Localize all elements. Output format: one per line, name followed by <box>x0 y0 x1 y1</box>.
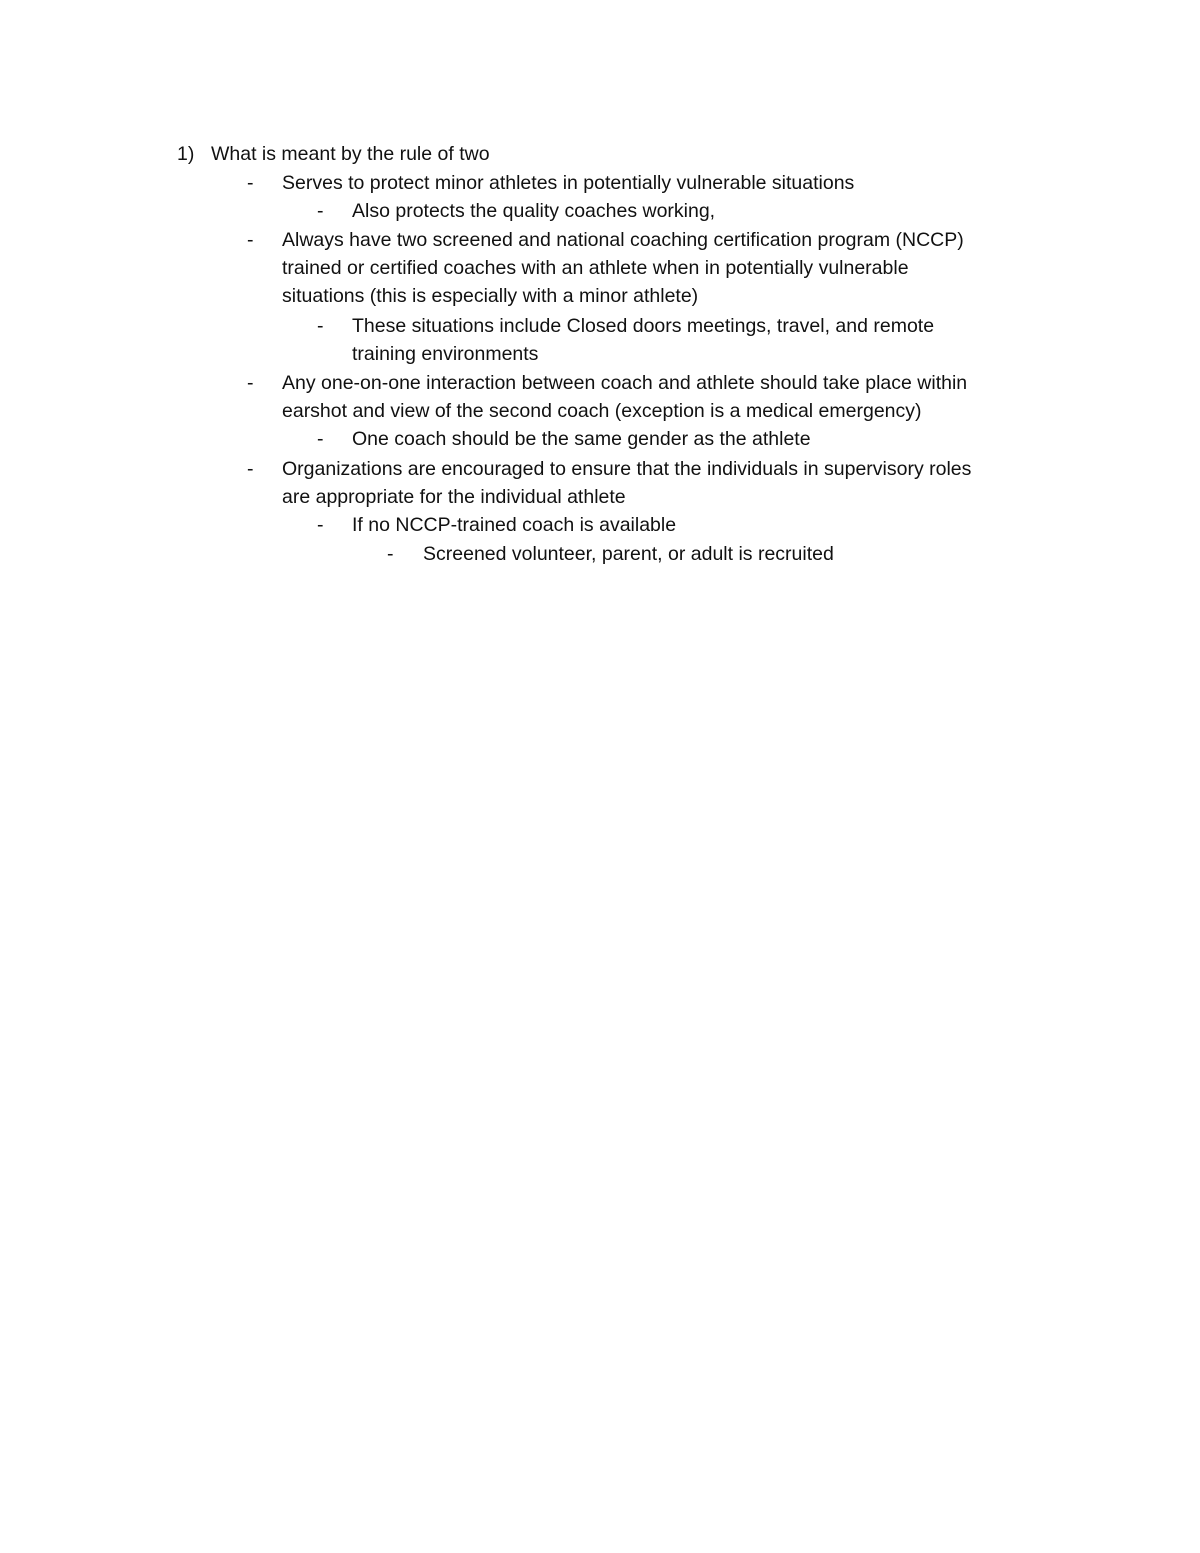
bullet-1-1-text: Also protects the quality coaches working, <box>352 200 716 222</box>
question-number: 1) <box>177 143 195 165</box>
bullet-4-text-line-2: are appropriate for the individual athlete <box>282 486 626 508</box>
bullet-marker: - <box>317 428 324 450</box>
bullet-3-text-line-2: earshot and view of the second coach (exception is a medical emergency) <box>282 400 922 422</box>
bullet-2-1-text-line-2: training environments <box>352 343 539 365</box>
bullet-3-text-line-1: Any one-on-one interaction between coach and athlete should take place within <box>282 372 968 394</box>
bullet-marker: - <box>247 372 254 394</box>
bullet-1-text: Serves to protect minor athletes in potentially vulnerable situations <box>282 172 855 194</box>
bullet-2-text-line-2: trained or certified coaches with an athlete when in potentially vulnerable <box>282 257 909 279</box>
bullet-marker: - <box>247 458 254 480</box>
bullet-marker: - <box>247 229 254 251</box>
bullet-2-text-line-3: situations (this is especially with a minor athlete) <box>282 285 699 307</box>
bullet-marker: - <box>247 172 254 194</box>
bullet-3-1-text: One coach should be the same gender as the athlete <box>352 428 811 450</box>
bullet-marker: - <box>317 200 324 222</box>
bullet-2-1-text-line-1: These situations include Closed doors meetings, travel, and remote <box>352 315 935 337</box>
bullet-4-1-1-text: Screened volunteer, parent, or adult is recruited <box>423 543 834 565</box>
bullet-marker: - <box>317 315 324 337</box>
bullet-2-text-line-1: Always have two screened and national coaching certification program (NCCP) <box>282 229 964 251</box>
bullet-4-1-text: If no NCCP-trained coach is available <box>352 514 677 536</box>
bullet-marker: - <box>317 514 324 536</box>
bullet-marker: - <box>387 543 394 565</box>
question-text: What is meant by the rule of two <box>211 143 490 165</box>
bullet-4-text-line-1: Organizations are encouraged to ensure that the individuals in supervisory roles <box>282 458 972 480</box>
